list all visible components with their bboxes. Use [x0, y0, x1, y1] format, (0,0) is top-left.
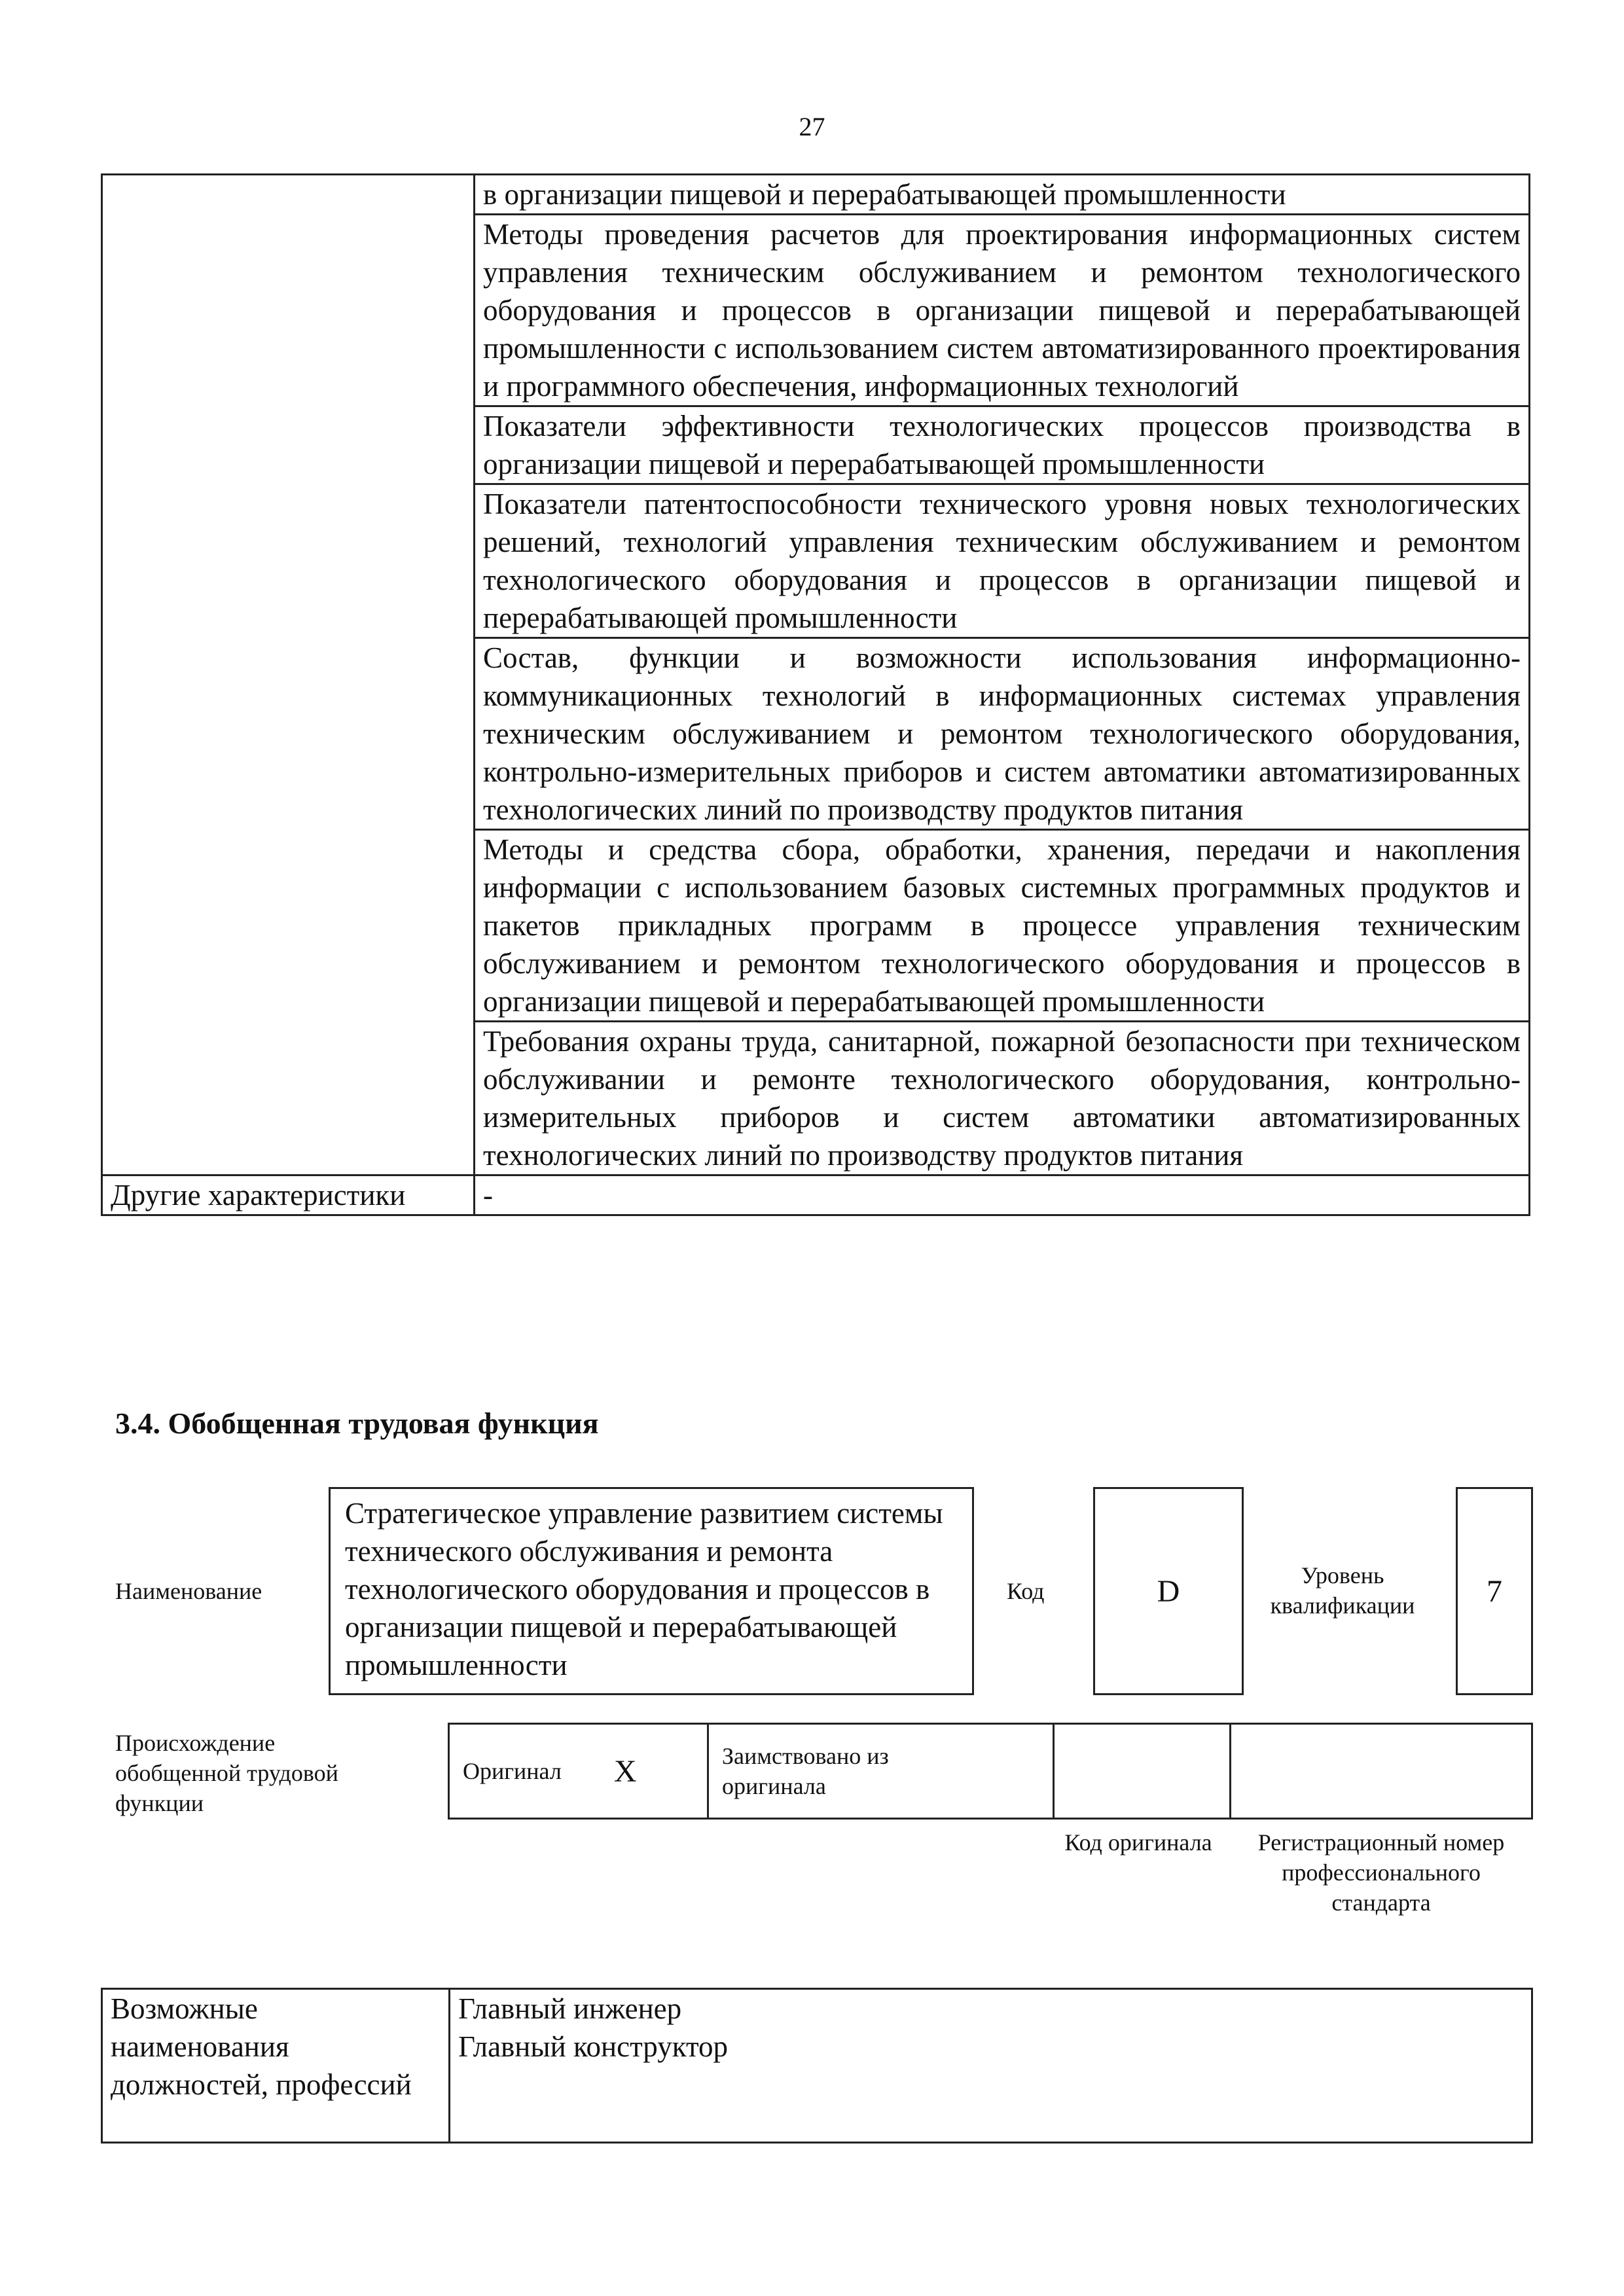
table-row: Состав, функции и возможности использования информационно-коммуникационных технологий в информационных системах управления техническим обслуживанием и ремонтом технологического оборудования, контрольно-измерительных приборов и систем автоматики автоматизированных технологических линий по производству продуктов питания	[475, 638, 1530, 830]
code-label: Код	[1007, 1578, 1045, 1604]
other-characteristics-label: Другие характеристики	[102, 1175, 475, 1215]
other-characteristics-value: -	[475, 1175, 1530, 1215]
table-row: Показатели эффективности технологических процессов производства в организации пищевой и перерабатывающей промышленности	[475, 406, 1530, 484]
level-value-box: 7	[1456, 1487, 1533, 1695]
registration-number-cell	[1231, 1725, 1531, 1818]
origin-row	[448, 1723, 1533, 1820]
position-item: Главный инженер	[458, 1992, 682, 2025]
page-number: 27	[799, 112, 825, 141]
borrowed-label: Заимствовано из оригинала	[722, 1743, 889, 1799]
section-title: 3.4. Обобщенная трудовая функция	[115, 1407, 599, 1440]
table-row: Показатели патентоспособности технического уровня новых технологических решений, технологий управления техническим обслуживанием и ремонтом технологического оборудования и процессов в организации пищевой и перерабатывающей промышленности	[475, 484, 1530, 638]
table-row: в организации пищевой и перерабатывающей промышленности	[475, 175, 1530, 215]
positions-label: Возможные наименования должностей, профессий	[102, 1989, 450, 2143]
positions-table	[101, 1988, 1533, 2144]
original-code-cell	[1055, 1725, 1231, 1818]
code-caption: Код оригинала	[1064, 1829, 1212, 1856]
position-item: Главный конструктор	[458, 2030, 729, 2063]
table-row: Методы проведения расчетов для проектирования информационных систем управления техническим обслуживанием и ремонтом технологического оборудования и процессов в организации пищевой и перерабатывающей промышленности с использованием систем автоматизированного проектирования и программного обеспечения, информационных технологий	[475, 215, 1530, 406]
table-row: Требования охраны труда, санитарной, пожарной безопасности при техническом обслуживании и ремонте технологического оборудования, контрольно-измерительных приборов и систем автоматики автоматизированных технологических линий по производству продуктов питания	[475, 1022, 1530, 1175]
code-value-box: D	[1093, 1487, 1244, 1695]
function-name-box: Стратегическое управление развитием системы технического обслуживания и ремонта технологического оборудования и процессов в организации пищевой и перерабатывающей промышленности	[329, 1487, 974, 1695]
original-mark: X	[613, 1753, 637, 1789]
origin-label: Происхождение обобщенной трудовой функции	[115, 1730, 338, 1816]
name-label: Наименование	[115, 1578, 262, 1604]
reg-caption: Регистрационный номер профессионального стандарта	[1257, 1829, 1505, 1916]
knowledge-table	[101, 173, 1530, 1216]
table-row: Методы и средства сбора, обработки, хранения, передачи и накопления информации с использованием базовых системных программных продуктов и пакетов прикладных программ в процессе управления техническим обслуживанием и ремонтом технологического оборудования и процессов в организации пищевой и перерабатывающей промышленности	[475, 830, 1530, 1022]
table-left-cell	[102, 175, 475, 1175]
original-label: Оригинал	[463, 1758, 562, 1784]
borrowed-cell	[709, 1725, 1055, 1818]
level-label: Уровень квалификации	[1270, 1562, 1415, 1619]
positions-list	[450, 1989, 1532, 2143]
original-cell	[450, 1725, 709, 1818]
